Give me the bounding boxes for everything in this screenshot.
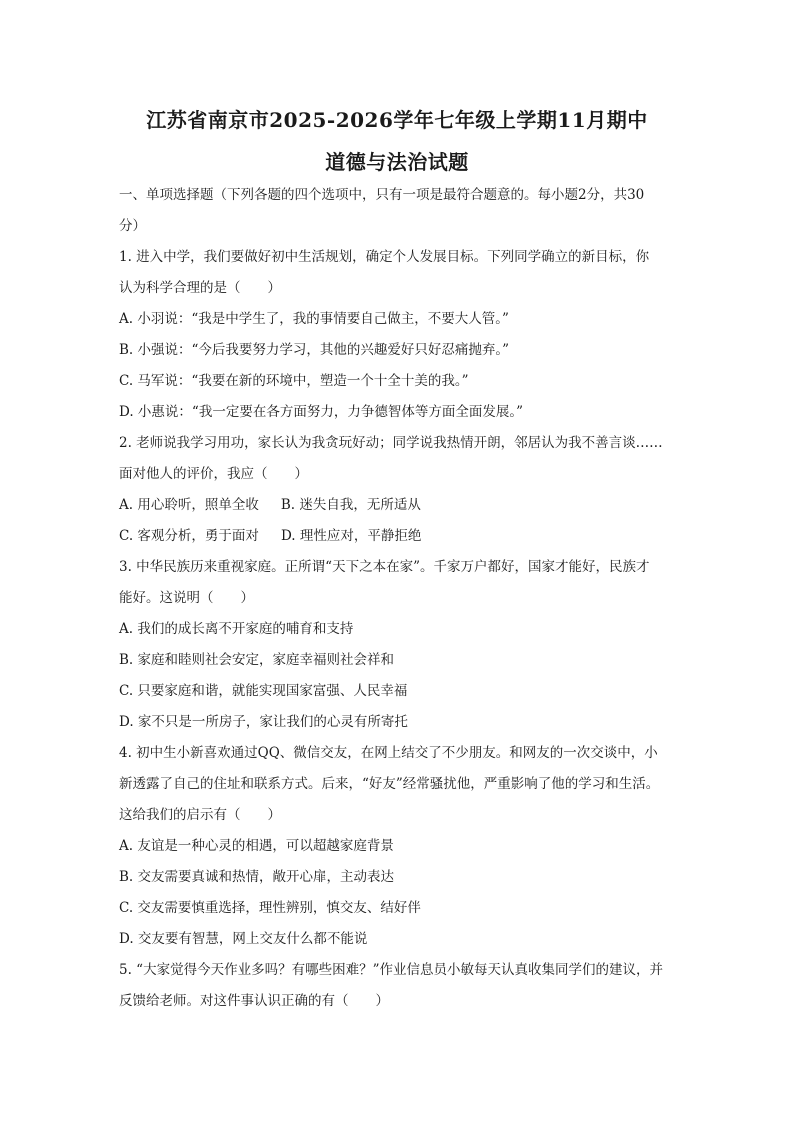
document-title-line2: 道德与法治试题	[325, 150, 469, 174]
question-3-option-a: A. 我们的成长离不开家庭的哺育和支持	[119, 621, 354, 637]
section-heading-cont: 分）	[119, 218, 146, 234]
question-2-stem-line2: 面对他人的评价，我应（ ）	[119, 466, 308, 482]
section-heading: 一、单项选择题（下列各题的四个选项中，只有一项是最符合题意的。每小题2分，共30	[119, 187, 645, 203]
question-5-stem-line1: 5. “大家觉得今天作业多吗？有哪些困难？”作业信息员小敏每天认真收集同学们的建议，并	[119, 962, 663, 978]
question-2-option-a: A. 用心聆听，照单全收	[119, 497, 259, 513]
question-2-option-d: D. 理性应对，平静拒绝	[280, 528, 422, 544]
question-1-option-d: D. 小惠说：“我一定要在各方面努力，力争德智体等方面全面发展。”	[119, 404, 523, 420]
question-3-option-d: D. 家不只是一所房子，家让我们的心灵有所寄托	[119, 714, 408, 730]
question-1-option-c: C. 马军说：“我要在新的环境中，塑造一个十全十美的我。”	[119, 373, 469, 389]
question-1-stem-line1: 1. 进入中学，我们要做好初中生活规划，确定个人发展目标。下列同学确立的新目标，你	[119, 249, 650, 265]
question-2-option-b: B. 迷失自我，无所适从	[280, 497, 421, 513]
question-5-stem-line2: 反馈给老师。对这件事认识正确的有（ ）	[119, 993, 389, 1009]
question-2-option-c: C. 客观分析，勇于面对	[119, 528, 259, 544]
document-body	[119, 180, 679, 1017]
question-4-option-c: C. 交友需要慎重选择，理性辨别，慎交友、结好伴	[119, 900, 421, 916]
question-2-stem-line1: 2. 老师说我学习用功，家长认为我贪玩好动；同学说我热情开朗，邻居认为我不善言谈……	[119, 435, 663, 451]
question-3-option-c: C. 只要家庭和谐，就能实现国家富强、人民幸福	[119, 683, 408, 699]
question-4-option-d: D. 交友要有智慧，网上交友什么都不能说	[119, 931, 368, 947]
question-1-stem-line2: 认为科学合理的是（ ）	[119, 280, 281, 296]
question-4-stem-line1: 4. 初中生小新喜欢通过QQ、微信交友，在网上结交了不少朋友。和网友的一次交谈中，小	[119, 745, 658, 761]
document-title-line1: 江苏省南京市2025-2026学年七年级上学期11月期中	[146, 108, 648, 132]
question-4-option-b: B. 交友需要真诚和热情，敞开心扉，主动表达	[119, 869, 395, 885]
question-3-stem-line2: 能好。这说明（ ）	[119, 590, 254, 606]
question-2-options-row1	[119, 490, 679, 521]
question-2-options-row2	[119, 521, 679, 552]
question-3-option-b: B. 家庭和睦则社会安定，家庭幸福则社会祥和	[119, 652, 395, 668]
question-1-option-a: A. 小羽说：“我是中学生了，我的事情要自己做主，不要大人管。”	[119, 311, 509, 327]
question-4-stem-line2: 新透露了自己的住址和联系方式。后来，“好友”经常骚扰他，严重影响了他的学习和生活。	[119, 776, 660, 792]
question-1-option-b: B. 小强说：“今后我要努力学习，其他的兴趣爱好只好忍痛抛弃。”	[119, 342, 510, 358]
question-3-stem-line1: 3. 中华民族历来重视家庭。正所谓“天下之本在家”。千家万户都好，国家才能好，民族才	[119, 559, 650, 575]
question-4-option-a: A. 友谊是一种心灵的相遇，可以超越家庭背景	[119, 838, 394, 854]
question-4-stem-line3: 这给我们的启示有（ ）	[119, 807, 281, 823]
